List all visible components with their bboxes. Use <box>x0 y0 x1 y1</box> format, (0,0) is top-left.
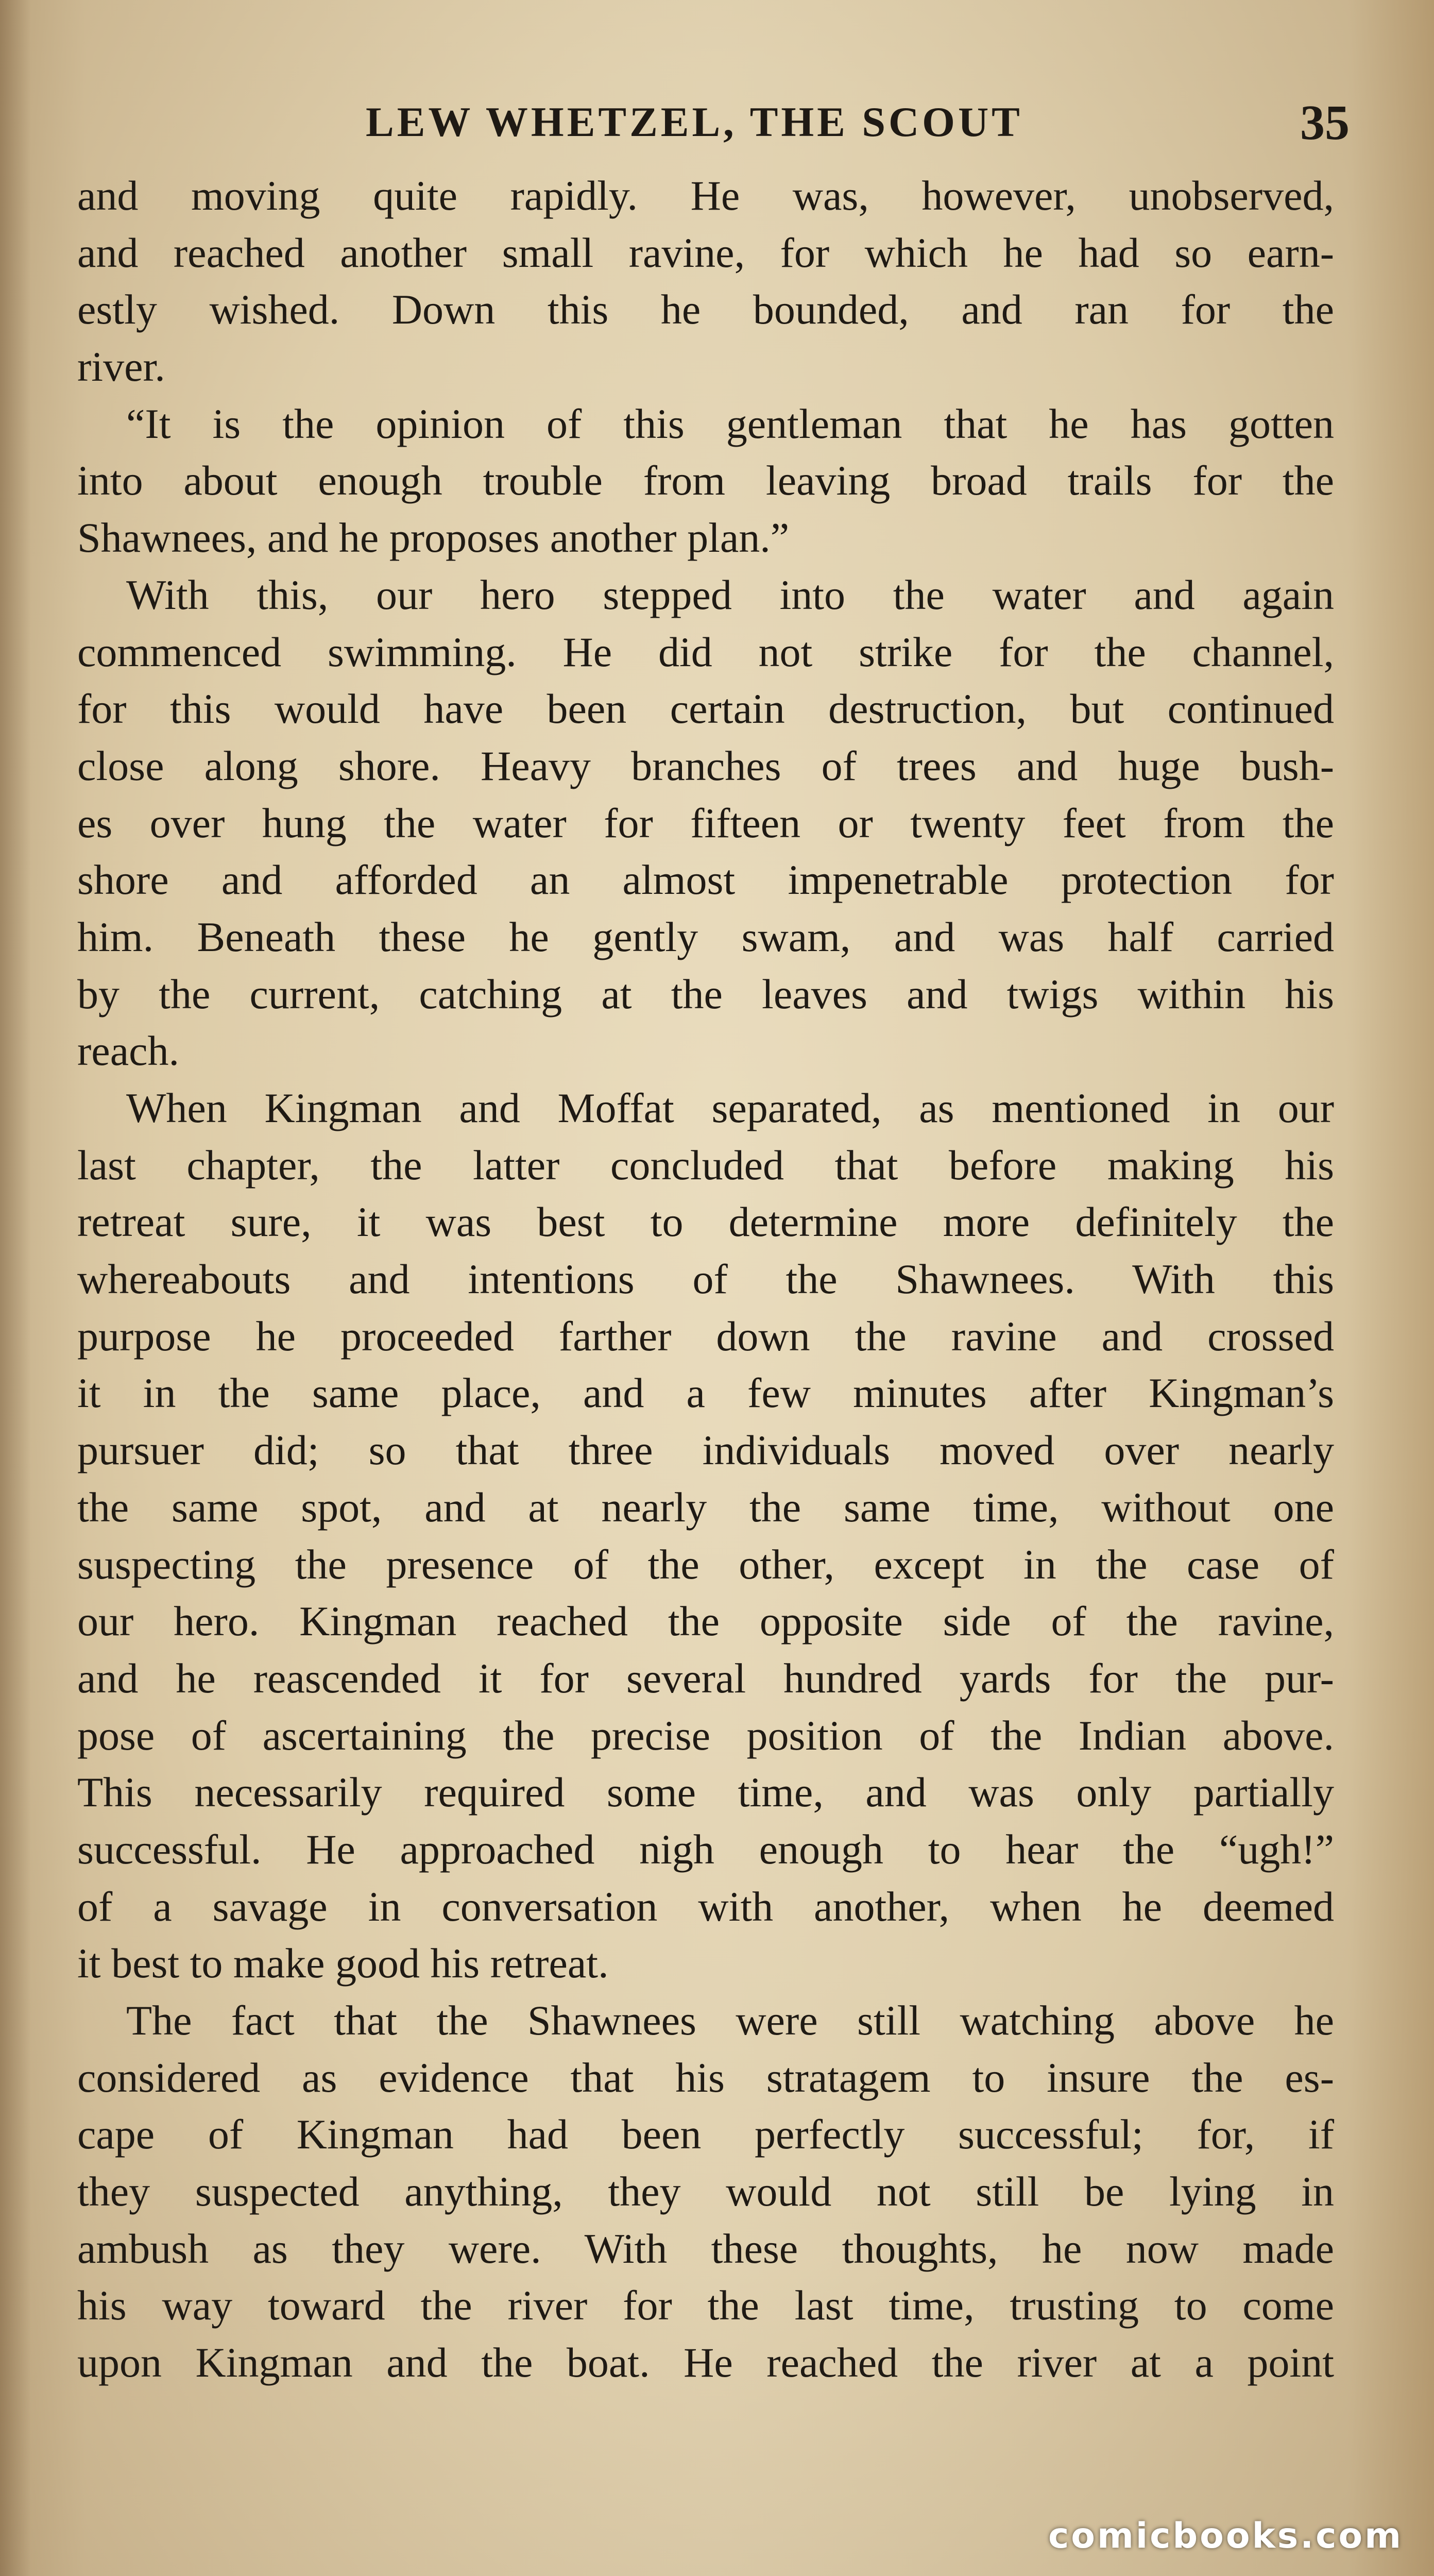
text-line: they suspected anything, they would not still be lying in <box>77 2168 1334 2215</box>
text-line: suspecting the presence of the other, except in the case of <box>77 1540 1334 1588</box>
text-line: cape of Kingman had been perfectly successful; for, if <box>77 2111 1334 2158</box>
text-line: “It is the opinion of this gentleman that he has gotten <box>126 400 1334 447</box>
text-line: it best to make good his retreat. <box>77 1940 609 1987</box>
text-line: When Kingman and Moffat separated, as mentioned in our <box>126 1084 1334 1131</box>
text-line: es over hung the water for fifteen or twenty feet from the <box>77 799 1334 846</box>
running-head: LEW WHETZEL, THE SCOUT <box>366 98 1023 145</box>
text-line: by the current, catching at the leaves and twigs within his <box>77 970 1334 1018</box>
text-line: of a savage in conversation with another, when he deemed <box>77 1883 1334 1930</box>
text-line: for this would have been certain destruction, but continued <box>77 685 1334 733</box>
text-line: upon Kingman and the boat. He reached the river at a point <box>77 2339 1334 2386</box>
text-line: With this, our hero stepped into the water and again <box>126 571 1334 618</box>
text-line: whereabouts and intentions of the Shawnees. With this <box>77 1256 1334 1303</box>
text-line: river. <box>77 343 165 391</box>
text-line: the same spot, and at nearly the same time, without one <box>77 1483 1334 1531</box>
spine-shadow <box>0 0 31 2576</box>
text-line: Shawnees, and he proposes another plan.” <box>77 514 790 562</box>
text-line: and reached another small ravine, for which he had so earn- <box>77 229 1334 276</box>
text-line: and he reascended it for several hundred yards for the pur- <box>77 1654 1334 1702</box>
text-line: successful. He approached nigh enough to hear the “ugh!” <box>77 1825 1334 1873</box>
text-line: pursuer did; so that three individuals moved over nearly <box>77 1427 1334 1474</box>
text-line: retreat sure, it was best to determine more definitely the <box>77 1198 1334 1246</box>
text-line: purpose he proceeded farther down the ravine and crossed <box>77 1312 1334 1360</box>
text-line: his way toward the river for the last time, trusting to come <box>77 2282 1334 2329</box>
text-line: shore and afforded an almost impenetrable protection for <box>77 856 1334 904</box>
text-line: him. Beneath these he gently swam, and was half carried <box>77 913 1334 960</box>
text-line: it in the same place, and a few minutes after Kingman’s <box>77 1369 1334 1417</box>
text-line: considered as evidence that his stratagem to insure the es- <box>77 2054 1334 2101</box>
text-line: estly wished. Down this he bounded, and ran for the <box>77 286 1334 333</box>
page-header <box>77 95 1350 155</box>
body-text <box>77 167 1334 2392</box>
text-line: our hero. Kingman reached the opposite side of the ravine, <box>77 1598 1334 1645</box>
text-line: close along shore. Heavy branches of trees and huge bush- <box>77 742 1334 789</box>
watermark: comicbooks.com <box>1048 2516 1403 2556</box>
text-line: reach. <box>77 1027 179 1075</box>
text-line: commenced swimming. He did not strike for the channel, <box>77 628 1334 675</box>
page-number: 35 <box>1300 95 1350 150</box>
text-line: This necessarily required some time, and was only partially <box>77 1769 1334 1816</box>
text-line: last chapter, the latter concluded that before making his <box>77 1141 1334 1189</box>
text-line: The fact that the Shawnees were still watching above he <box>126 1997 1334 2044</box>
text-line: and moving quite rapidly. He was, however, unobserved, <box>77 172 1334 219</box>
text-line: pose of ascertaining the precise position of the Indian above. <box>77 1711 1334 1759</box>
text-line: ambush as they were. With these thoughts, he now made <box>77 2225 1334 2272</box>
text-line: into about enough trouble from leaving broad trails for the <box>77 457 1334 504</box>
